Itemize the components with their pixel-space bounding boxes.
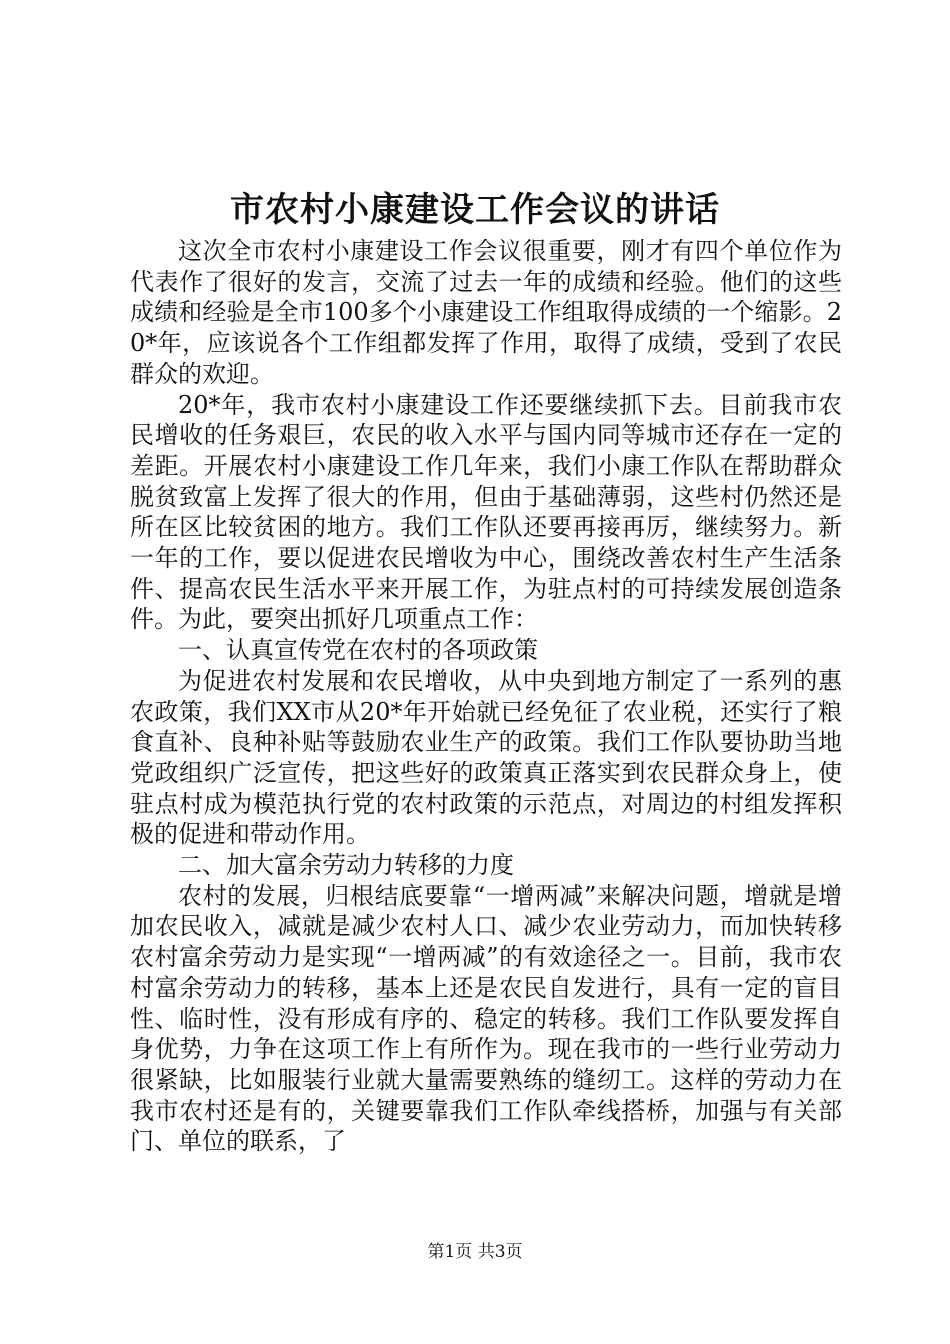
page-footer: 第1页 共3页 xyxy=(427,1242,523,1262)
document-title: 市农村小康建设工作会议的讲话 xyxy=(230,190,720,230)
section-heading-2: 二、加大富余劳动力转移的力度 xyxy=(178,851,514,880)
document-body xyxy=(130,236,842,1157)
paragraph-overview: 20*年，我市农村小康建设工作还要继续抓下去。目前我市农民增收的任务艰巨，农民的收入水平与国内同等城市还存在一定的差距。开展农村小康建设工作几年来，我们小康工作队在帮助群众脱贫致富上发挥了很大的作用，但由于基础薄弱，这些村仍然还是所在区比较贫困的地方。我们工作队还要再接再厉，继续努力。新一年的工作，要以促进农民增收为中心，围绕改善农村生产生活条件、提高农民生活水平来开展工作，为驻点村的可持续发展创造条件。为此，要突出抓好几项重点工作： xyxy=(130,390,842,634)
paragraph-section-1: 为促进农村发展和农民增收，从中央到地方制定了一系列的惠农政策，我们XX市从20*年开始就已经免征了农业税，还实行了粮食直补、良种补贴等鼓励农业生产的政策。我们工作队要协助当地党政组织广泛宣传，把这些好的政策真正落实到农民群众身上，使驻点村成为模范执行党的农村政策的示范点，对周边的村组发挥积极的促进和带动作用。 xyxy=(130,666,842,849)
paragraph-intro: 这次全市农村小康建设工作会议很重要，刚才有四个单位作为代表作了很好的发言，交流了过去一年的成绩和经验。他们的这些成绩和经验是全市100多个小康建设工作组取得成绩的一个缩影。20*年，应该说各个工作组都发挥了作用，取得了成绩，受到了农民群众的欢迎。 xyxy=(130,237,842,388)
paragraph-section-2: 农村的发展，归根结底要靠“一增两减”来解决问题，增就是增加农民收入，减就是减少农村人口、减少农业劳动力，而加快转移农村富余劳动力是实现“一增两减”的有效途径之一。目前，我市农村富余劳动力的转移，基本上还是农民自发进行，具有一定的盲目性、临时性，没有形成有序的、稳定的转移。我们工作队要发挥自身优势，力争在这项工作上有所作为。现在我市的一些行业劳动力很紧缺，比如服装行业就大量需要熟练的缝纫工。这样的劳动力在我市农村还是有的，关键要靠我们工作队牵线搭桥，加强与有关部门、单位的联系，了 xyxy=(130,881,842,1156)
section-heading-1: 一、认真宣传党在农村的各项政策 xyxy=(178,636,538,665)
